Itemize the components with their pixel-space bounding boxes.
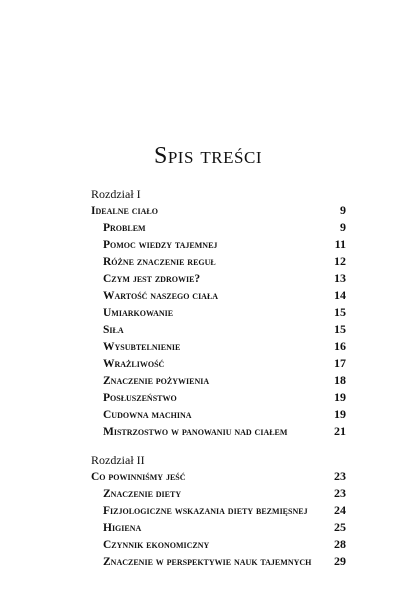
toc-entry[interactable] [91, 321, 346, 338]
toc-label: Mistrzostwo w panowaniu nad ciałem [103, 426, 288, 438]
toc-page-number: 19 [334, 407, 346, 421]
toc-entry[interactable] [91, 553, 346, 570]
toc-entry[interactable] [91, 389, 346, 406]
toc-label: Posłuszeństwo [103, 392, 177, 404]
toc-page-number: 28 [334, 537, 346, 551]
toc-label: Pomoc wiedzy tajemnej [103, 239, 218, 251]
toc-page-number: 13 [334, 271, 346, 285]
toc-entry[interactable] [91, 372, 346, 389]
toc-label: Znaczenie diety [103, 488, 182, 500]
table-of-contents [91, 186, 346, 570]
toc-label: Wrażliwość [103, 358, 165, 370]
page-title: Spis treści [154, 143, 262, 170]
chapter-heading: Rozdział II [91, 453, 145, 467]
toc-label: Różne znaczenie reguł [103, 256, 216, 268]
toc-label: Idealne ciało [91, 205, 158, 217]
toc-page-number: 25 [334, 520, 346, 534]
toc-page-number: 23 [334, 486, 346, 500]
toc-entry[interactable] [91, 338, 346, 355]
toc-page-number: 14 [334, 288, 346, 302]
toc-label: Cudowna machina [103, 409, 192, 421]
toc-entry[interactable] [91, 536, 346, 553]
toc-entry[interactable] [91, 502, 346, 519]
toc-page-number: 16 [334, 339, 346, 353]
toc-label: Wysubtelnienie [103, 341, 181, 353]
toc-label: Znaczenie w perspektywie nauk tajemnych [103, 556, 312, 568]
toc-entry[interactable] [91, 485, 346, 502]
toc-page-number: 21 [334, 424, 346, 438]
toc-entry[interactable] [91, 423, 346, 440]
toc-entry[interactable] [91, 287, 346, 304]
toc-label: Co powinniśmy jeść [91, 471, 186, 483]
toc-label: Czynnik ekonomiczny [103, 539, 210, 551]
toc-label: Wartość naszego ciała [103, 290, 219, 302]
toc-entry[interactable] [91, 406, 346, 423]
toc-page-number: 19 [334, 390, 346, 404]
toc-label: Siła [103, 324, 124, 336]
toc-page-number: 15 [334, 305, 346, 319]
toc-label: Problem [103, 222, 146, 234]
toc-page-number: 29 [334, 554, 346, 568]
toc-label: Znaczenie pożywienia [103, 375, 210, 387]
toc-entry[interactable] [91, 355, 346, 372]
toc-page-number: 23 [334, 469, 346, 483]
toc-section[interactable] [91, 468, 346, 485]
toc-entry[interactable] [91, 219, 346, 236]
toc-page-number: 12 [334, 254, 346, 268]
toc-label: Fizjologiczne wskazania diety bezmięsnej [103, 505, 308, 517]
toc-section[interactable] [91, 202, 346, 219]
toc-page-number: 17 [334, 356, 346, 370]
toc-label: Umiarkowanie [103, 307, 174, 319]
toc-page-number: 15 [334, 322, 346, 336]
toc-entry[interactable] [91, 519, 346, 536]
chapter-heading: Rozdział I [91, 187, 141, 201]
toc-entry[interactable] [91, 304, 346, 321]
toc-entry[interactable] [91, 236, 346, 253]
toc-page-number: 24 [334, 503, 346, 517]
toc-page-number: 9 [340, 220, 346, 234]
toc-page-number: 11 [334, 237, 346, 251]
toc-page-number: 9 [340, 203, 346, 217]
toc-page-number: 18 [334, 373, 346, 387]
toc-entry[interactable] [91, 270, 346, 287]
toc-label: Czym jest zdrowie? [103, 273, 201, 285]
toc-entry[interactable] [91, 253, 346, 270]
toc-label: Higiena [103, 522, 142, 534]
